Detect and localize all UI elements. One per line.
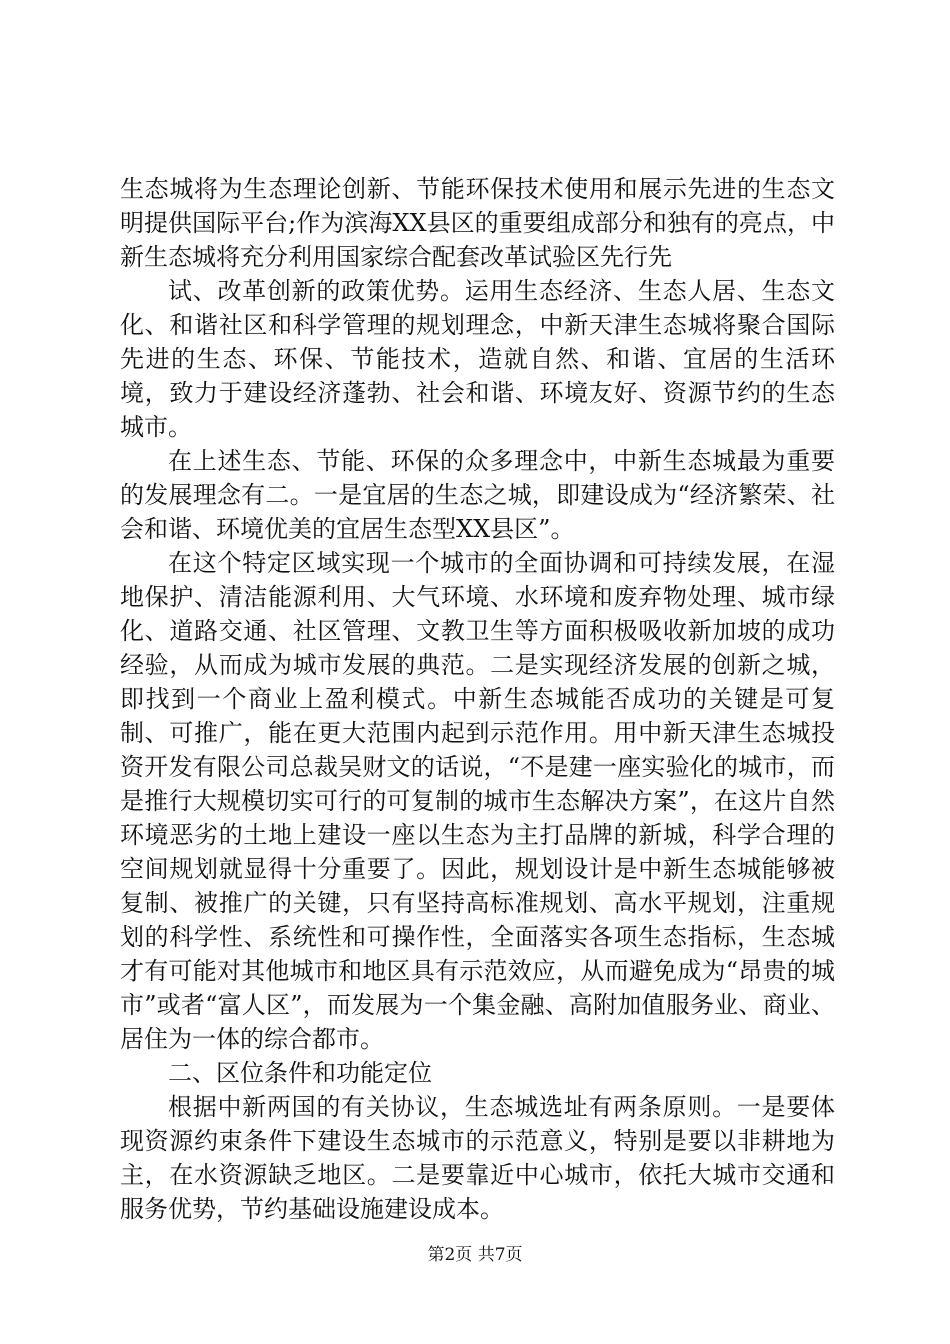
paragraph-2: 试、改革创新的政策优势。运用生态经济、生态人居、生态文化、和谐社区和科学管理的规划理念，中新天津生态城将聚合国际先进的生态、环保、节能技术，造就自然、和谐、宜居的生活环境，致力于建设经济蓬勃、社会和谐、环境友好、资源节约的生态城市。 xyxy=(120,277,835,441)
paragraph-5: 根据中新两国的有关协议，生态城选址有两条原则。一是要体现资源约束条件下建设生态城市的示范意义，特别是要以非耕地为主，在水资源缺乏地区。二是要靠近中心城市，依托大城市交通和服务优势，节约基础设施建设成本。 xyxy=(120,1093,835,1223)
page-footer: 第2页 共7页 xyxy=(427,1245,523,1265)
section-heading: 二、区位条件和功能定位 xyxy=(168,1059,432,1087)
paragraph-3: 在上述生态、节能、环保的众多理念中，中新生态城最为重要的发展理念有二。一是宜居的生态之城，即建设成为“经济繁荣、社会和谐、环境优美的宜居生态型XX县区”。 xyxy=(120,447,835,543)
paragraph-1: 生态城将为生态理论创新、节能环保技术使用和展示先进的生态文明提供国际平台;作为滨海XX县区的重要组成部分和独有的亮点，中新生态城将充分利用国家综合配套改革试验区先行先 xyxy=(120,175,835,271)
paragraph-4: 在这个特定区域实现一个城市的全面协调和可持续发展，在湿地保护、清洁能源利用、大气环境、水环境和废弃物处理、城市绿化、道路交通、社区管理、文教卫生等方面积极吸收新加坡的成功经验，从而成为城市发展的典范。二是实现经济发展的创新之城，即找到一个商业上盈利模式。中新生态城能否成功的关键是可复制、可推广，能在更大范围内起到示范作用。用中新天津生态城投资开发有限公司总裁吴财文的话说，“不是建一座实验化的城市，而是推行大规模切实可行的可复制的城市生态解决方案”，在这片自然环境恶劣的土地上建设一座以生态为主打品牌的新城，科学合理的空间规划就显得十分重要了。因此，规划设计是中新生态城能够被复制、被推广的关键，只有坚持高标准规划、高水平规划，注重规划的科学性、系统性和可操作性，全面落实各项生态指标，生态城才有可能对其他城市和地区具有示范效应，从而避免成为“昂贵的城市”或者“富人区”，而发展为一个集金融、高附加值服务业、商业、居住为一体的综合都市。 xyxy=(120,549,835,1053)
document-body xyxy=(120,172,835,1226)
